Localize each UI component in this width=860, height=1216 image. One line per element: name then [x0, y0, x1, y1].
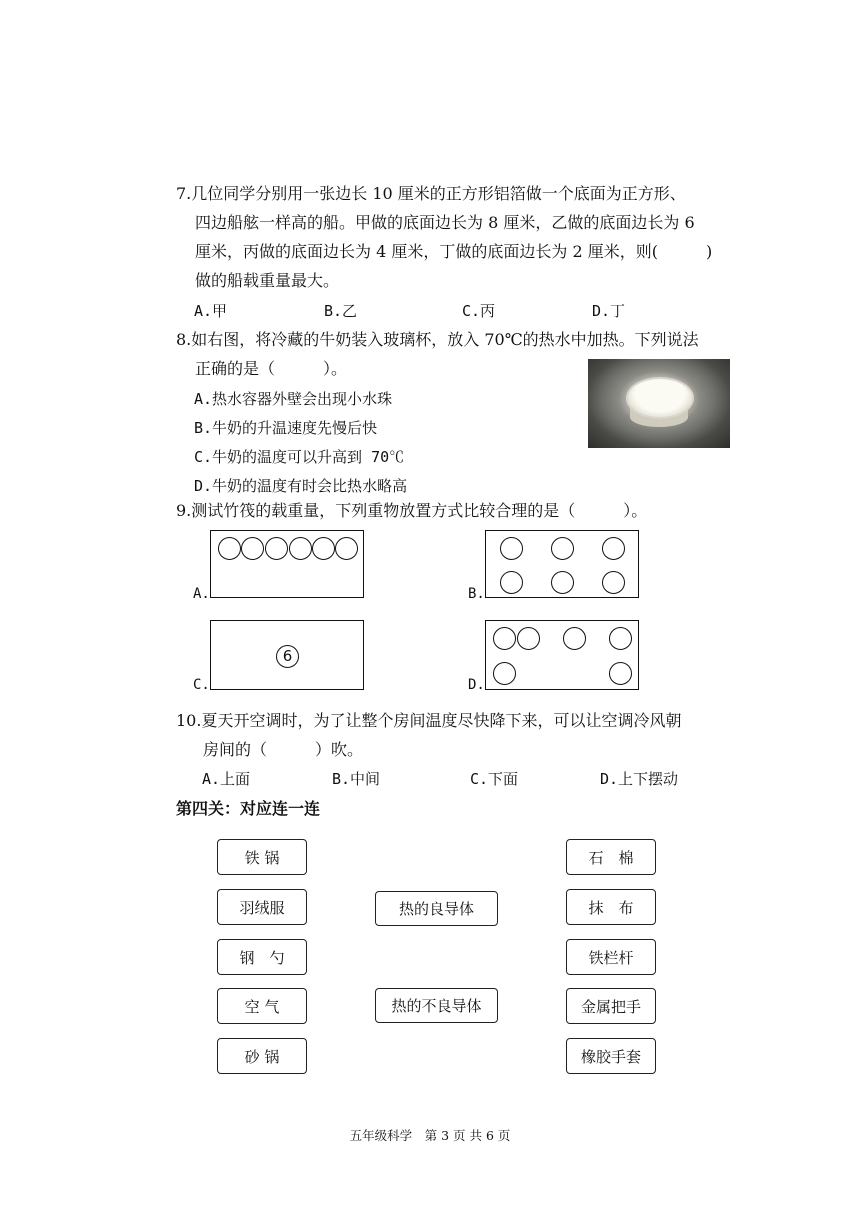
- weight-circle: [602, 571, 625, 594]
- section-4-title: 第四关：对应连一连: [176, 799, 321, 818]
- match-left-3[interactable]: 钢 勺: [217, 939, 307, 975]
- match-right-1[interactable]: 石 棉: [566, 839, 656, 875]
- match-left-5[interactable]: 砂 锅: [217, 1038, 307, 1074]
- weight-circle: [609, 662, 632, 685]
- q8-option-d[interactable]: D.牛奶的温度有时会比热水略高: [194, 477, 408, 495]
- q7-option-b[interactable]: B.乙: [324, 302, 358, 320]
- q7-option-c[interactable]: C.丙: [462, 302, 496, 320]
- weight-circle: [289, 537, 312, 560]
- question-10: [176, 706, 681, 764]
- weight-circle: [551, 537, 574, 560]
- match-left-1[interactable]: 铁 锅: [217, 839, 307, 875]
- q8-line-2: 正确的是（ ）。: [195, 359, 348, 378]
- q10-line-1: 10.夏天开空调时，为了让整个房间温度尽快降下来，可以让空调冷风朝: [176, 711, 682, 730]
- q8-option-c[interactable]: C.牛奶的温度可以升高到 70℃: [194, 448, 405, 466]
- weight-circle: [493, 662, 516, 685]
- q8-option-b[interactable]: B.牛奶的升温速度先慢后快: [194, 419, 378, 437]
- weight-circle: [312, 537, 335, 560]
- match-right-5[interactable]: 橡胶手套: [566, 1038, 656, 1074]
- weight-circle: [602, 537, 625, 560]
- q9-label-c[interactable]: C.: [193, 677, 210, 693]
- q10-line-2: 房间的（ ）吹。: [203, 740, 364, 759]
- milk-glass-photo: [588, 359, 730, 448]
- weight-circle: [551, 571, 574, 594]
- weight-circle: [241, 537, 264, 560]
- q10-option-a[interactable]: A.上面: [202, 770, 251, 788]
- weight-circle: [500, 537, 523, 560]
- match-middle-good-conductor[interactable]: 热的良导体: [375, 891, 498, 926]
- weight-circle: [218, 537, 241, 560]
- weight-circle: [335, 537, 358, 560]
- q10-option-b[interactable]: B.中间: [332, 770, 381, 788]
- q9-label-b[interactable]: B.: [468, 586, 485, 602]
- page-footer: 五年级科学 第 3 页 共 6 页: [349, 1128, 511, 1143]
- q7-line-4: 做的船载重量最大。: [195, 271, 340, 290]
- q7-line-1: 7.几位同学分别用一张边长 10 厘米的正方形铝箔做一个底面为正方形、: [176, 184, 686, 203]
- raft-d[interactable]: [485, 620, 639, 690]
- match-right-2[interactable]: 抹 布: [566, 889, 656, 925]
- question-9: [176, 496, 647, 525]
- q10-option-d[interactable]: D.上下摆动: [600, 770, 679, 788]
- q8-line-1: 8.如右图，将冷藏的牛奶装入玻璃杯，放入 70℃的热水中加热。下列说法: [176, 330, 699, 349]
- weight-circle: [265, 537, 288, 560]
- q8-options: [194, 385, 407, 501]
- q7-line-2: 四边船舷一样高的船。甲做的底面边长为 8 厘米，乙做的底面边长为 6: [195, 213, 695, 232]
- milk-glass: [626, 377, 694, 419]
- question-7: [176, 179, 712, 295]
- weight-circle: [493, 627, 516, 650]
- q7-option-d[interactable]: D.丁: [592, 302, 626, 320]
- raft-b[interactable]: [485, 530, 639, 598]
- match-right-4[interactable]: 金属把手: [566, 988, 656, 1024]
- match-middle-poor-conductor[interactable]: 热的不良导体: [375, 988, 498, 1023]
- weight-circle: [517, 627, 540, 650]
- q9-label-a[interactable]: A.: [193, 586, 210, 602]
- q9-label-d[interactable]: D.: [468, 677, 485, 693]
- q9-line-1: 9.测试竹筏的载重量，下列重物放置方式比较合理的是（ ）。: [176, 501, 648, 520]
- weight-circle: [563, 627, 586, 650]
- q8-option-a[interactable]: A.热水容器外壁会出现小水珠: [194, 390, 393, 408]
- stacked-weights-six: 6: [276, 645, 299, 668]
- raft-a[interactable]: [210, 530, 364, 598]
- q10-option-c[interactable]: C.下面: [470, 770, 519, 788]
- q7-option-a[interactable]: A.甲: [194, 302, 228, 320]
- match-left-2[interactable]: 羽绒服: [217, 889, 307, 925]
- match-left-4[interactable]: 空 气: [217, 988, 307, 1024]
- weight-circle: [500, 571, 523, 594]
- match-right-3[interactable]: 铁栏杆: [566, 939, 656, 975]
- q7-line-3: 厘米，丙做的底面边长为 4 厘米，丁做的底面边长为 2 厘米，则( ): [195, 242, 713, 261]
- weight-circle: [609, 627, 632, 650]
